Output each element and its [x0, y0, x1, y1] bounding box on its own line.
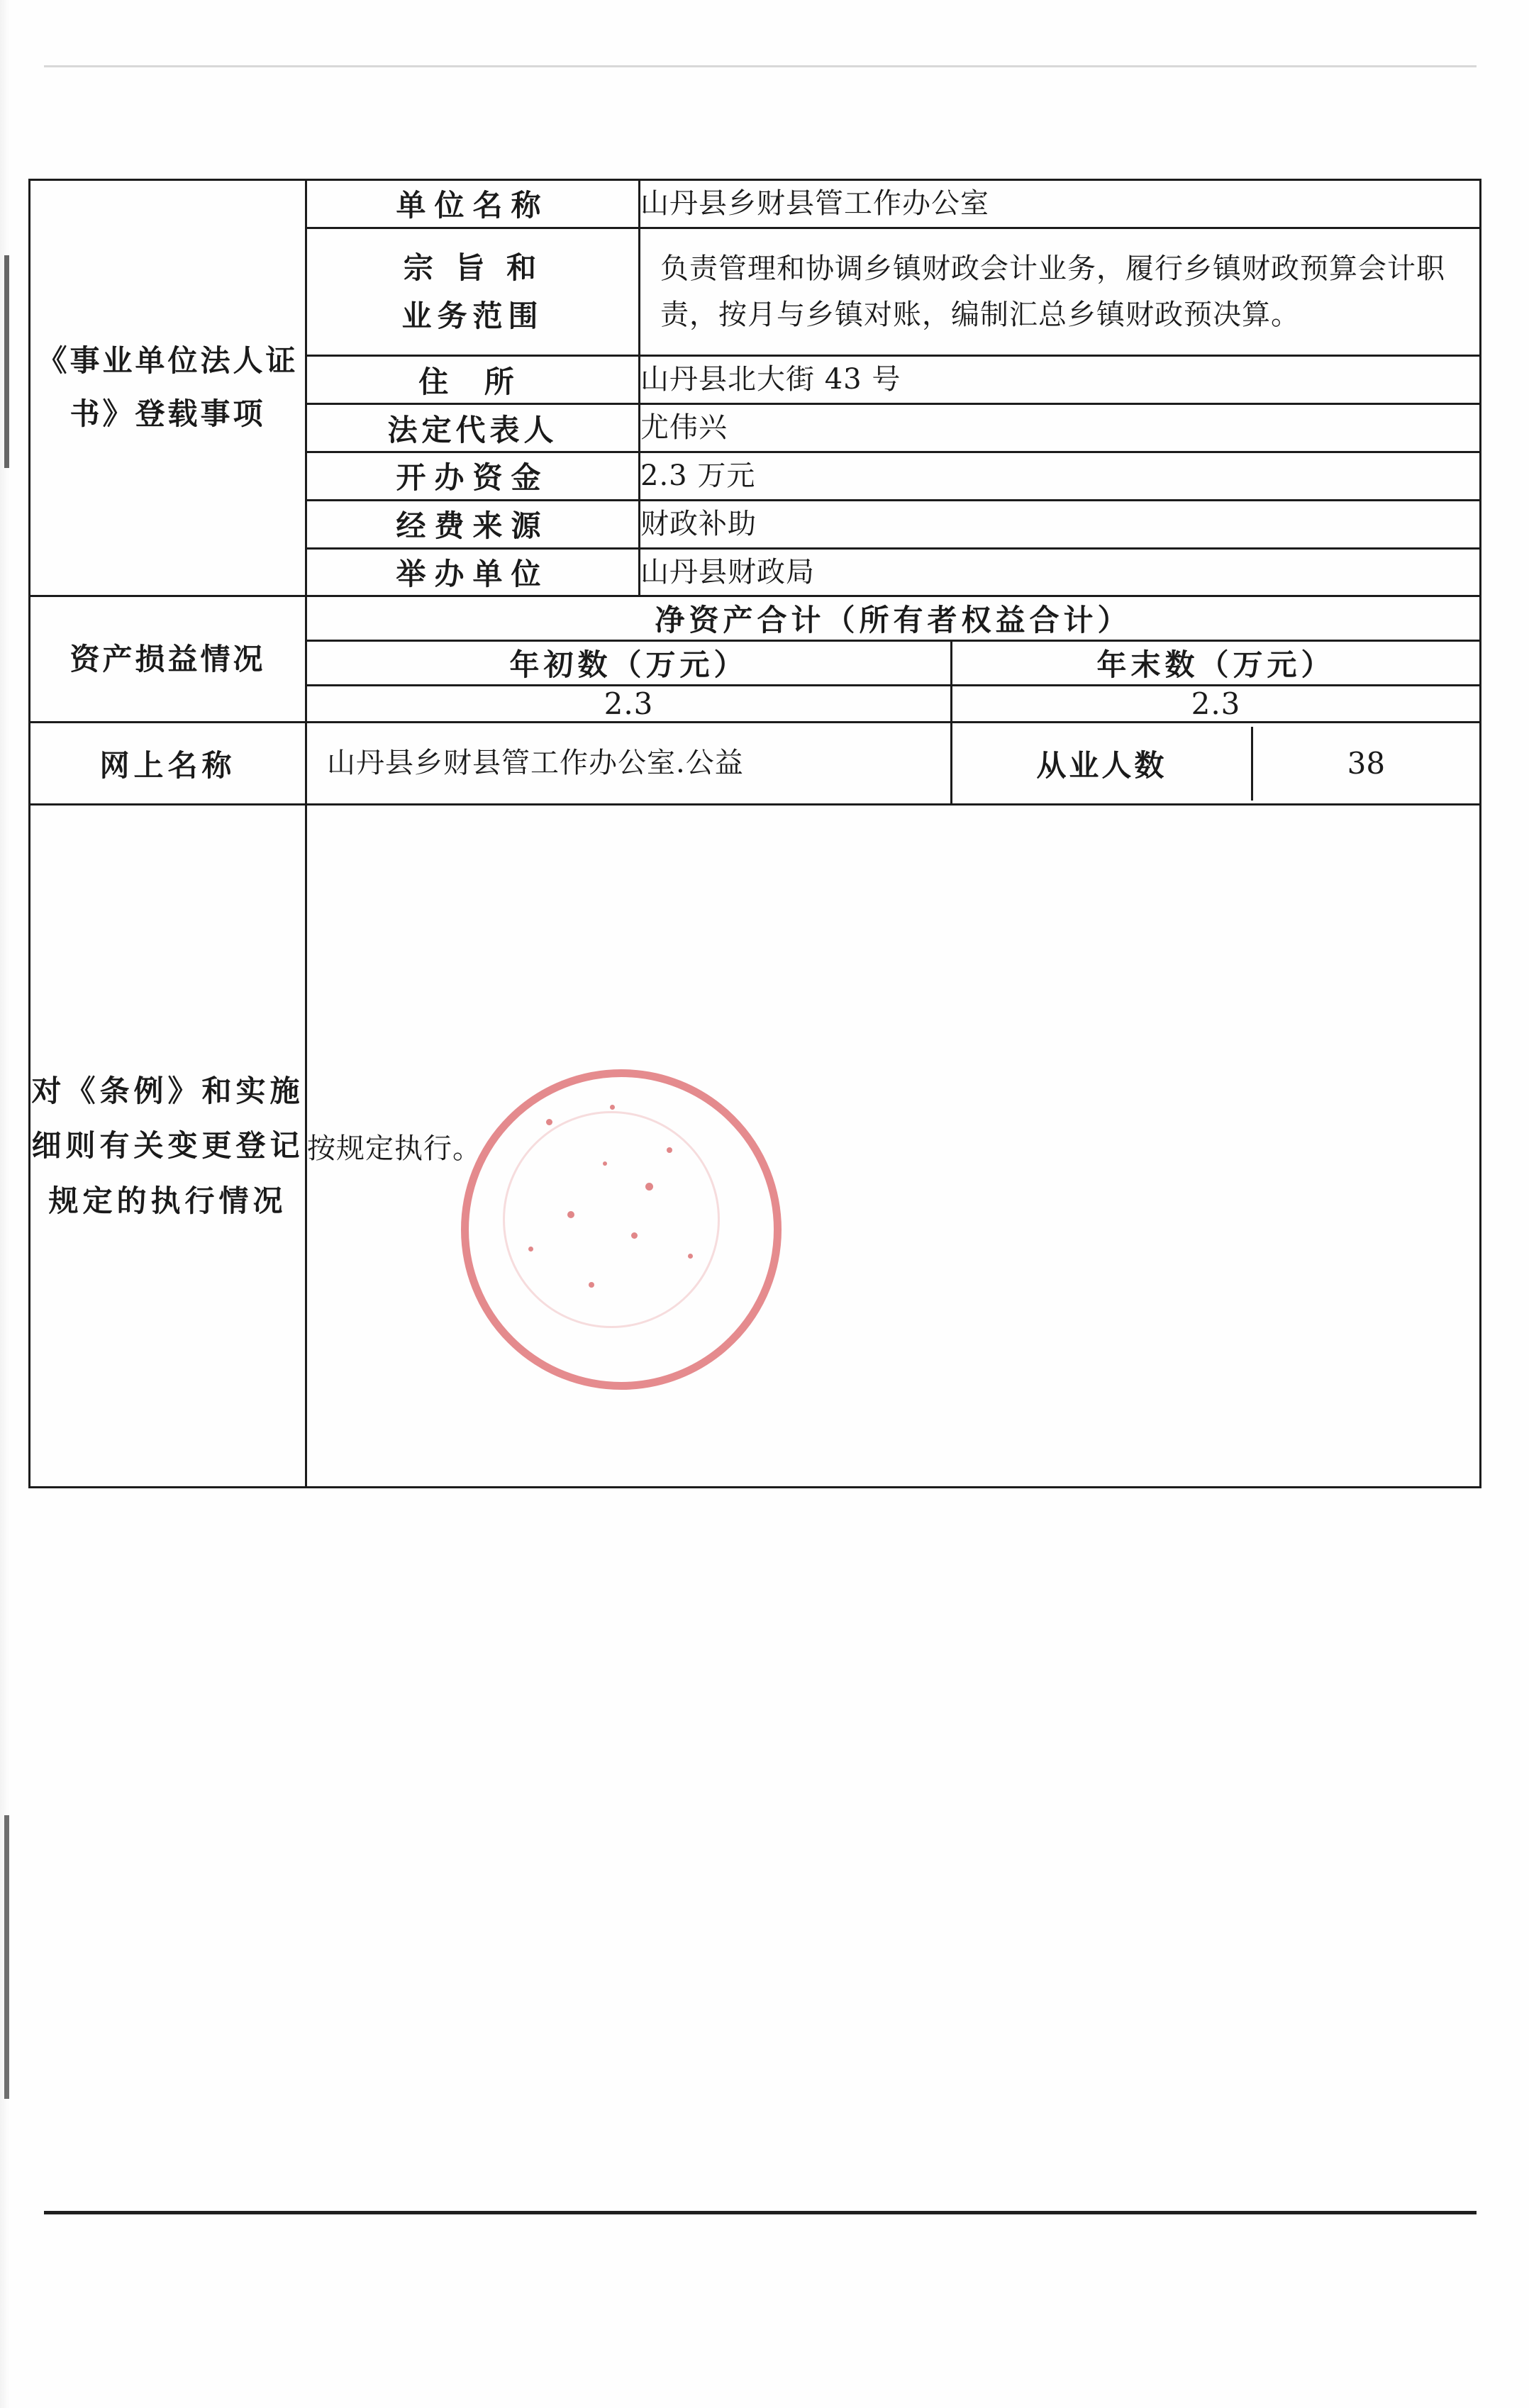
table-row-unit-name [30, 180, 1481, 228]
page-top-rule [44, 65, 1477, 67]
row-label-organizer: 举办单位 [306, 548, 640, 596]
row-value-unit-name: 山丹县乡财县管工作办公室 [640, 180, 1481, 228]
table-row-online-name [30, 723, 1481, 805]
table-row-assets-heading [30, 596, 1481, 641]
row-value-organizer: 山丹县财政局 [640, 548, 1481, 596]
row-value-start-fund: 2.3 万元 [640, 452, 1481, 500]
row-value-purpose-scope: 负责管理和协调乡镇财政会计业务，履行乡镇财政预算会计职责，按月与乡镇对账，编制汇总乡镇财政预决算。 [640, 228, 1481, 356]
row-value-legal-rep: 尤伟兴 [640, 404, 1481, 452]
row-value-address: 山丹县北大街 43 号 [640, 356, 1481, 404]
row-value-fund-source: 财政补助 [640, 500, 1481, 548]
scan-mark-upper [4, 255, 9, 468]
assets-col-begin-label: 年初数（万元） [306, 641, 952, 686]
table-row-execution [30, 805, 1481, 1488]
registration-form-table [28, 179, 1481, 1488]
row-label-purpose-scope [306, 228, 640, 356]
row-label-purpose-line1: 宗 旨 和 [403, 250, 543, 285]
row-label-fund-source: 经费来源 [306, 500, 640, 548]
staff-count-label: 从业人数 [952, 727, 1252, 801]
registration-section-label: 《事业单位法人证书》登载事项 [30, 180, 306, 596]
row-label-address: 住 所 [306, 356, 640, 404]
row-label-start-fund: 开办资金 [306, 452, 640, 500]
execution-value: 按规定执行。 [306, 805, 1481, 1488]
online-name-label: 网上名称 [30, 723, 306, 805]
staff-composite-cell [952, 723, 1481, 805]
assets-begin-value: 2.3 [306, 686, 952, 723]
scan-mark-lower [4, 1815, 9, 2099]
row-label-purpose-line2: 业务范围 [401, 298, 544, 333]
online-name-value: 山丹县乡财县管工作办公室.公益 [306, 723, 952, 805]
staff-count-value: 38 [1347, 746, 1386, 781]
assets-heading: 净资产合计（所有者权益合计） [306, 596, 1481, 641]
row-label-unit-name: 单位名称 [306, 180, 640, 228]
assets-section-label: 资产损益情况 [30, 596, 306, 723]
page-bottom-rule [44, 2211, 1477, 2214]
row-label-legal-rep: 法定代表人 [306, 404, 640, 452]
assets-col-end-label: 年末数（万元） [952, 641, 1481, 686]
assets-end-value: 2.3 [952, 686, 1481, 723]
execution-section-label: 对《条例》和实施细则有关变更登记规定的执行情况 [30, 805, 306, 1488]
